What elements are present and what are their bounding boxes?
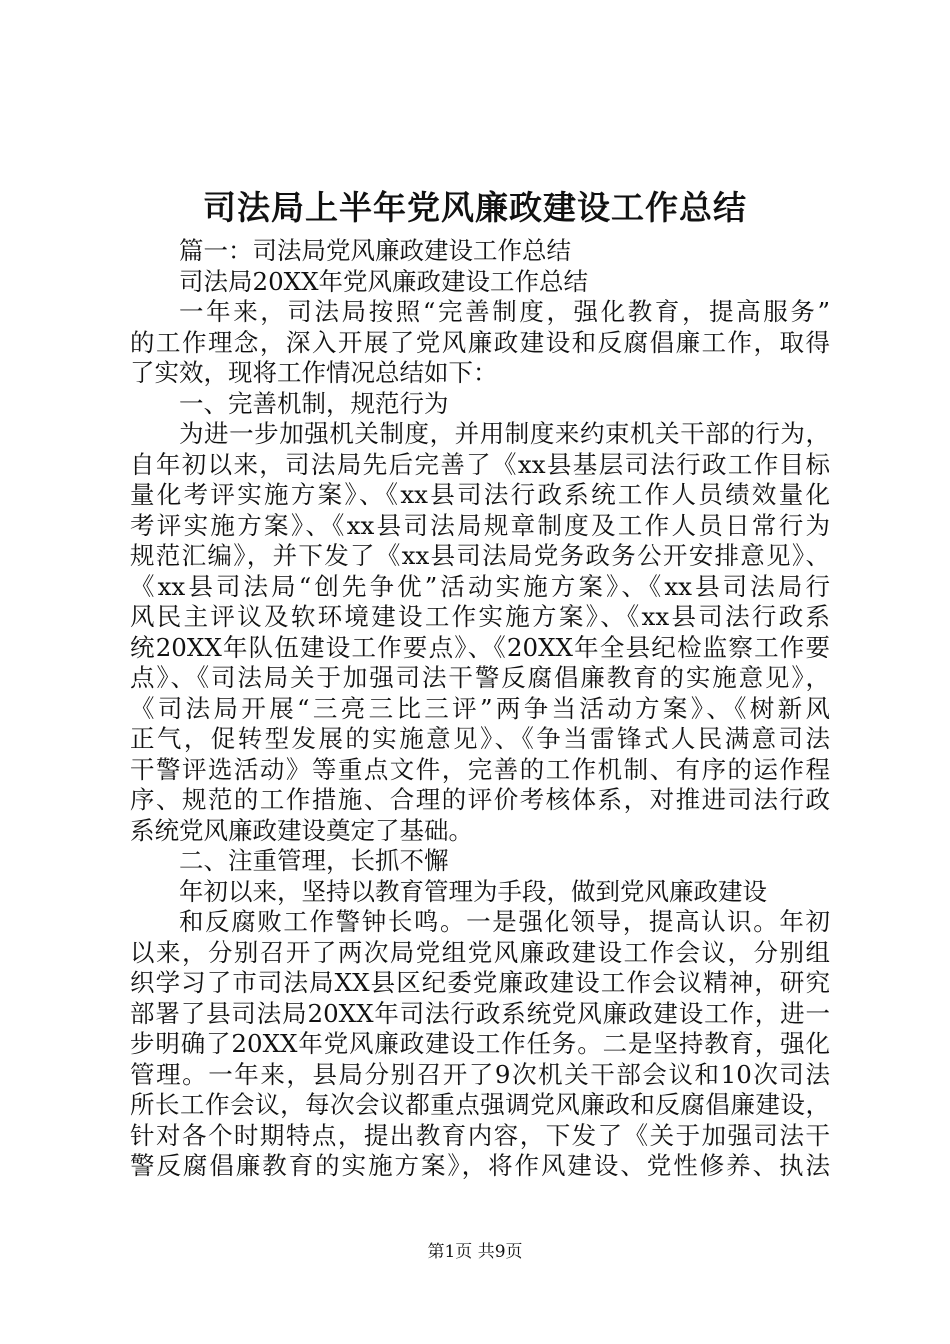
page-footer: 第1页 共9页 — [427, 1242, 523, 1262]
body-line: 风民主评议及软环境建设工作实施方案》、《xx县司法行政系 — [130, 602, 830, 631]
body-line: 警反腐倡廉教育的实施方案》，将作风建设、党性修养、执法 — [130, 1151, 830, 1180]
body-line: 所长工作会议，每次会议都重点强调党风廉政和反腐倡廉建设， — [130, 1090, 830, 1119]
body-line: 针对各个时期特点，提出教育内容，下发了《关于加强司法干 — [130, 1120, 830, 1150]
body-line: 系统党风廉政建设奠定了基础。 — [130, 815, 473, 845]
body-line: 干警评选活动》等重点文件，完善的工作机制、有序的运作程 — [130, 754, 830, 784]
body-line: 部署了县司法局20XX年司法行政系统党风廉政建设工作，进一 — [130, 998, 830, 1028]
body-line: 了实效，现将工作情况总结如下： — [130, 358, 498, 387]
body-line: 的工作理念，深入开展了党风廉政建设和反腐倡廉工作，取得 — [130, 327, 830, 357]
body-line: 量化考评实施方案》、《xx县司法行政系统工作人员绩效量化 — [130, 480, 830, 509]
body-line: 统20XX年队伍建设工作要点》、《20XX年全县纪检监察工作要 — [130, 632, 830, 662]
body-line: 点》、《司法局关于加强司法干警反腐倡廉教育的实施意见》， — [130, 663, 830, 692]
body-line: 管理。一年来，县局分别召开了9次机关干部会议和10次司法 — [130, 1059, 830, 1089]
body-line: 织学习了市司法局XX县区纪委党廉政建设工作会议精神，研究 — [130, 968, 830, 997]
body-line: 正气，促转型发展的实施意见》、《争当雷锋式人民满意司法 — [130, 724, 830, 753]
body-line: 考评实施方案》、《xx县司法局规章制度及工作人员日常行为 — [130, 510, 830, 540]
body-line: 和反腐败工作警钟长鸣。一是强化领导，提高认识。年初 — [179, 907, 830, 936]
body-line: 规范汇编》，并下发了《xx县司法局党务政务公开安排意见》、 — [130, 541, 830, 570]
body-line: 篇一：司法局党风廉政建设工作总结 — [179, 236, 571, 265]
body-line: 一年来，司法局按照“完善制度，强化教育，提高服务” — [179, 297, 830, 326]
body-line: 以来，分别召开了两次局党组党风廉政建设工作会议，分别组 — [130, 937, 830, 967]
body-line: 步明确了20XX年党风廉政建设工作任务。二是坚持教育，强化 — [130, 1029, 830, 1058]
body-line: 为进一步加强机关制度，并用制度来约束机关干部的行为， — [179, 419, 830, 448]
document-title: 司法局上半年党风廉政建设工作总结 — [203, 188, 747, 227]
body-line: 序、规范的工作措施、合理的评价考核体系，对推进司法行政 — [130, 785, 830, 814]
body-line: 二、注重管理，长抓不懈 — [179, 846, 449, 875]
body-line: 《司法局开展“三亮三比三评”两争当活动方案》、《树新风 — [130, 693, 830, 723]
document-body — [130, 236, 830, 1182]
body-line: 《xx县司法局“创先争优”活动实施方案》、《xx县司法局行 — [130, 571, 830, 601]
body-line: 司法局20XX年党风廉政建设工作总结 — [179, 266, 589, 296]
body-line: 年初以来，坚持以教育管理为手段，做到党风廉政建设 — [179, 876, 767, 906]
body-line: 一、完善机制，规范行为 — [179, 388, 449, 418]
body-line: 自年初以来，司法局先后完善了《xx县基层司法行政工作目标 — [130, 449, 830, 479]
